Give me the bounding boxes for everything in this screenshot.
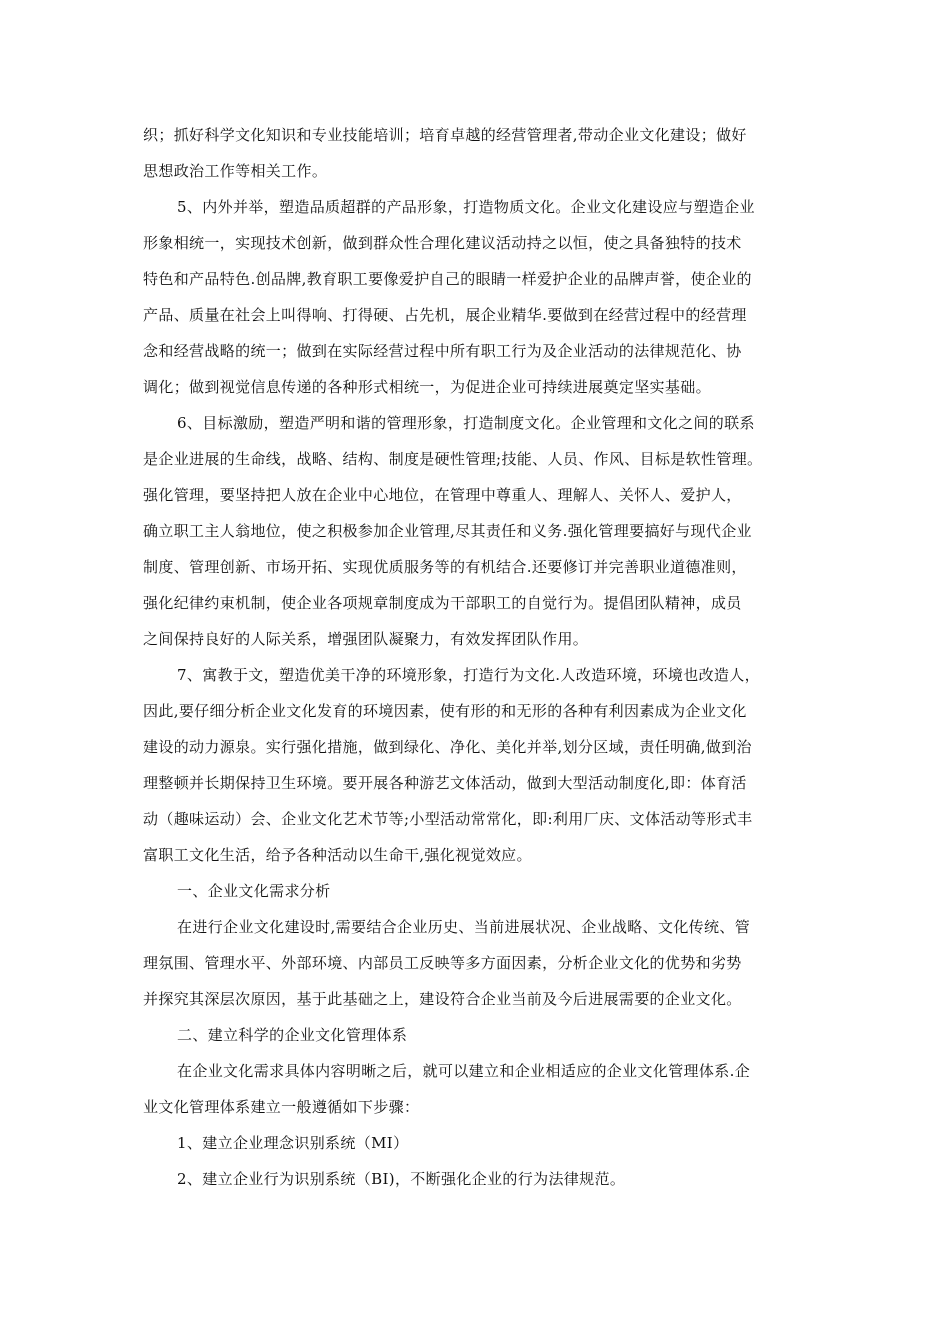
text-line: 强化管理，要坚持把人放在企业中心地位，在管理中尊重人、理解人、关怀人、爱护人， xyxy=(143,486,742,504)
text-line: 制度、管理创新、市场开拓、实现优质服务等的有机结合.还要修订并完善职业道德准则， xyxy=(143,558,747,576)
text-line: 在企业文化需求具体内容明晰之后，就可以建立和企业相适应的企业文化管理体系.企 xyxy=(177,1062,751,1080)
text-line: 特色和产品特色.创品牌,教育职工要像爱护自己的眼睛一样爱护企业的品牌声誉，使企业的 xyxy=(143,270,752,288)
text-line: 在进行企业文化建设时,需要结合企业历史、当前进展状况、企业战略、文化传统、管 xyxy=(177,918,751,936)
text-line: 建设的动力源泉。实行强化措施，做到绿化、净化、美化并举,划分区域，责任明确,做到治 xyxy=(143,738,752,756)
text-line: 强化纪律约束机制，使企业各项规章制度成为干部职工的自觉行为。提倡团队精神，成员 xyxy=(143,594,742,612)
text-line: 动（趣味运动）会、企业文化艺术节等;小型活动常常化，即:利用厂庆、文体活动等形式丰 xyxy=(143,810,753,828)
text-line: 并探究其深层次原因，基于此基础之上，建设符合企业当前及今后进展需要的企业文化。 xyxy=(143,990,742,1008)
text-line: 产品、质量在社会上叫得响、打得硬、占先机，展企业精华.要做到在经营过程中的经营理 xyxy=(143,306,747,324)
text-line: 理整顿并长期保持卫生环境。要开展各种游艺文体活动，做到大型活动制度化,即：体育活 xyxy=(143,774,747,792)
list-item-1: 1、建立企业理念识别系统（MI） xyxy=(177,1134,409,1152)
paragraph-7-heading-line: 7、寓教于文，塑造优美干净的环境形象，打造行为文化.人改造环境，环境也改造人， xyxy=(177,666,760,684)
text-line: 业文化管理体系建立一般遵循如下步骤： xyxy=(143,1098,420,1116)
section-heading-2: 二、建立科学的企业文化管理体系 xyxy=(177,1026,408,1044)
text-line: 因此,要仔细分析企业文化发育的环境因素，使有形的和无形的各种有利因素成为企业文化 xyxy=(143,702,747,720)
text-line: 调化；做到视觉信息传递的各种形式相统一，为促进企业可持续进展奠定坚实基础。 xyxy=(143,378,711,396)
text-line: 思想政治工作等相关工作。 xyxy=(143,162,328,180)
paragraph-5-heading-line: 5、内外并举，塑造品质超群的产品形象，打造物质文化。企业文化建设应与塑造企业 xyxy=(177,198,755,216)
list-item-2: 2、建立企业行为识别系统（BI)，不断强化企业的行为法律规范。 xyxy=(177,1170,626,1188)
text-line: 形象相统一，实现技术创新，做到群众性合理化建议活动持之以恒，使之具备独特的技术 xyxy=(143,234,742,252)
section-heading-1: 一、企业文化需求分析 xyxy=(177,882,331,900)
text-line: 之间保持良好的人际关系，增强团队凝聚力，有效发挥团队作用。 xyxy=(143,630,589,648)
text-line: 理氛围、管理水平、外部环境、内部员工反映等多方面因素，分析企业文化的优势和劣势 xyxy=(143,954,742,972)
text-line: 是企业进展的生命线，战略、结构、制度是硬性管理;技能、人员、作风、目标是软性管理。 xyxy=(143,450,763,468)
text-line: 富职工文化生活，给予各种活动以生命干,强化视觉效应。 xyxy=(143,846,532,864)
text-line: 念和经营战略的统一；做到在实际经营过程中所有职工行为及企业活动的法律规范化、协 xyxy=(143,342,742,360)
text-line: 确立职工主人翁地位，使之积极参加企业管理,尽其责任和义务.强化管理要搞好与现代企业 xyxy=(143,522,752,540)
paragraph-6-heading-line: 6、目标激励，塑造严明和谐的管理形象，打造制度文化。企业管理和文化之间的联系 xyxy=(177,414,755,432)
text-line: 织；抓好科学文化知识和专业技能培训；培育卓越的经营管理者,带动企业文化建设；做好 xyxy=(143,126,747,144)
